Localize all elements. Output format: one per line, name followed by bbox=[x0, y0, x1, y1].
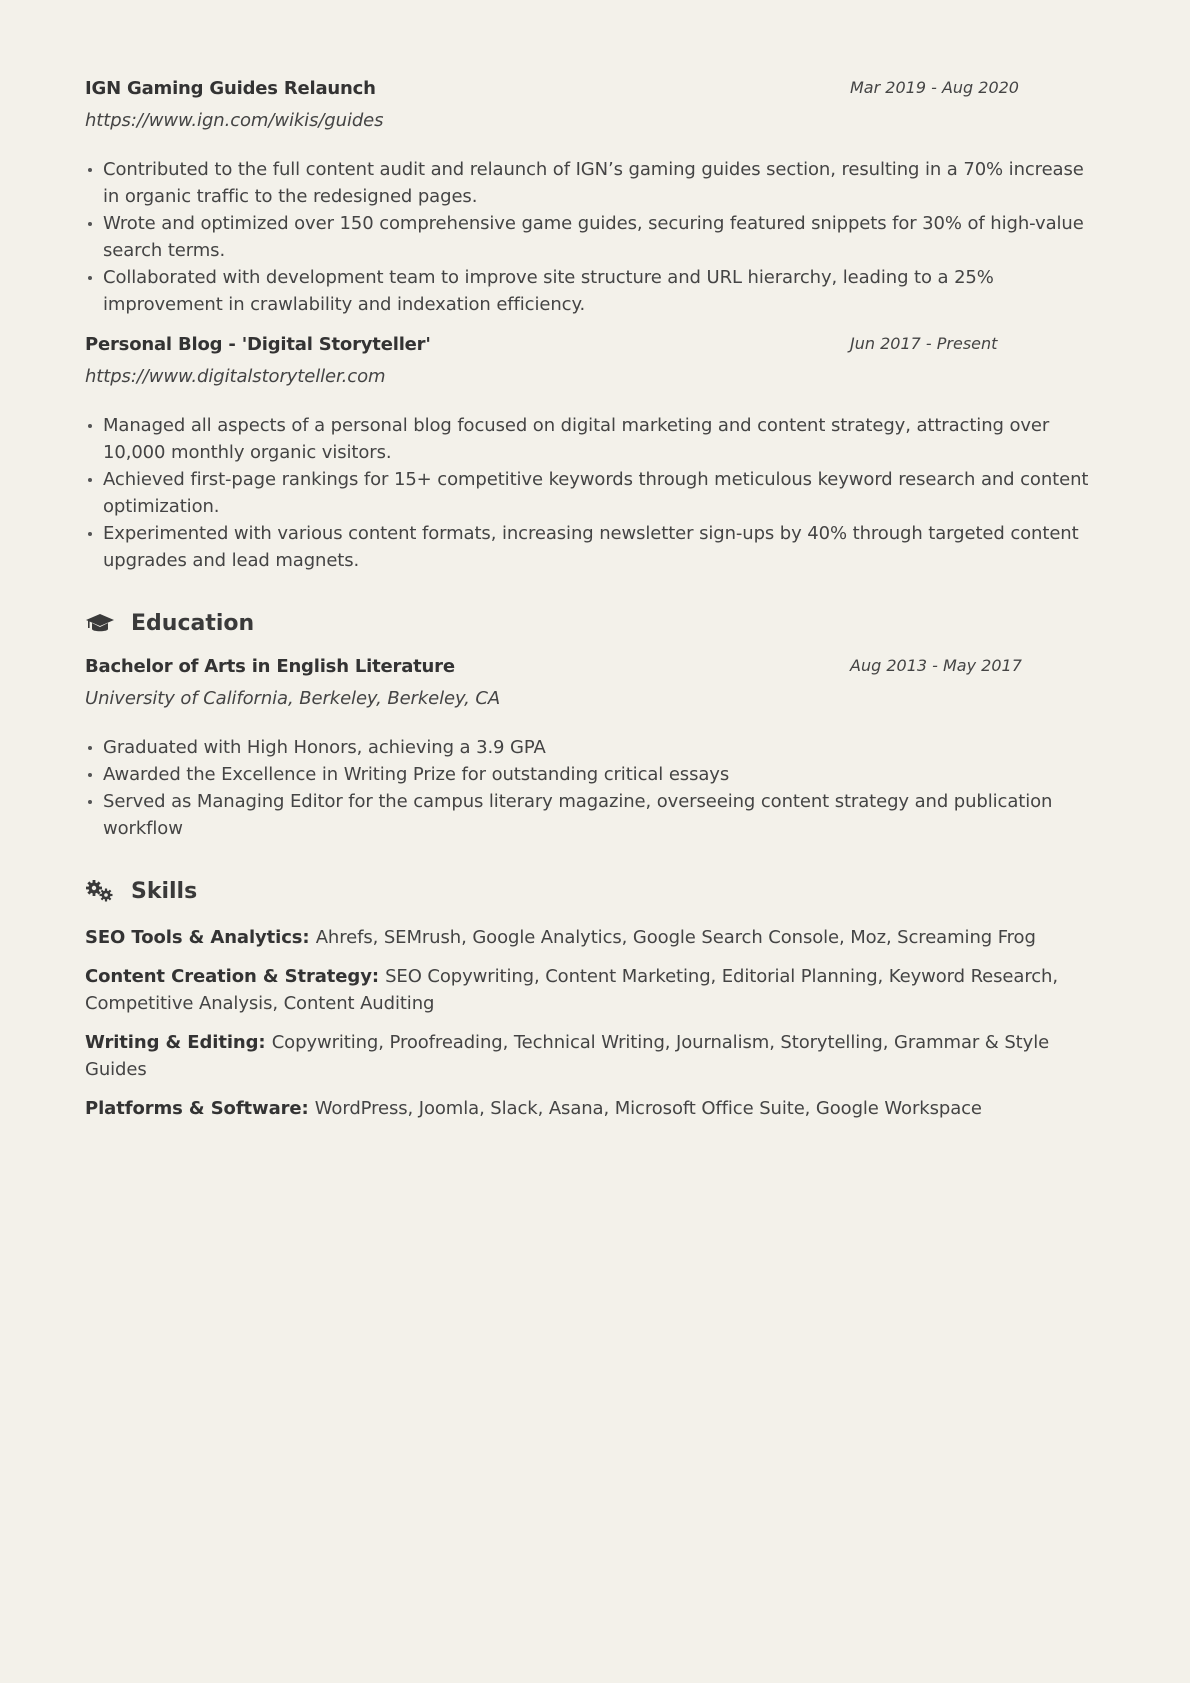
resume-page bbox=[85, 78, 1100, 1134]
bullet-item: Served as Managing Editor for the campus literary magazine, overseeing content strategy and publication workflow bbox=[103, 788, 1100, 842]
bullet-item: Managed all aspects of a personal blog focused on digital marketing and content strategy, attracting over 10,000 monthly organic visitors. bbox=[103, 412, 1100, 466]
entry-title: Personal Blog - 'Digital Storyteller' bbox=[85, 334, 431, 355]
skill-value: SEO Copywriting, Content Marketing, Editorial Planning, Keyword Research, Competitive Analysis, Content Auditing bbox=[85, 966, 1058, 1014]
skill-label: SEO Tools & Analytics: bbox=[85, 927, 316, 948]
entry-date: Mar 2019 - Aug 2020 bbox=[850, 78, 1019, 97]
skills-section-header bbox=[85, 876, 1100, 906]
cogs-icon bbox=[85, 878, 115, 904]
school-name: University of California, Berkeley, Berkeley, CA bbox=[85, 688, 501, 709]
entry-bullets bbox=[85, 734, 1100, 842]
bullet-item: Collaborated with development team to improve site structure and URL hierarchy, leading to a 25% improvement in crawlability and indexation efficiency. bbox=[103, 264, 1100, 318]
skills-list bbox=[85, 924, 1100, 1122]
bullet-item: Achieved first-page rankings for 15+ competitive keywords through meticulous keyword research and content optimization. bbox=[103, 466, 1100, 520]
entry-bullets bbox=[85, 412, 1100, 574]
experience-entry bbox=[85, 78, 1100, 318]
entry-title: IGN Gaming Guides Relaunch bbox=[85, 78, 376, 99]
entry-bullets bbox=[85, 156, 1100, 318]
bullet-item: Wrote and optimized over 150 comprehensive game guides, securing featured snippets for 30% of high-value search terms. bbox=[103, 210, 1100, 264]
entry-link[interactable]: https://www.digitalstoryteller.com bbox=[85, 366, 386, 387]
entry-header bbox=[85, 656, 1100, 686]
entry-date: Aug 2013 - May 2017 bbox=[850, 656, 1022, 675]
skill-value: Ahrefs, SEMrush, Google Analytics, Google Search Console, Moz, Screaming Frog bbox=[315, 927, 1036, 948]
bullet-item: Awarded the Excellence in Writing Prize for outstanding critical essays bbox=[103, 761, 1100, 788]
skill-value: WordPress, Joomla, Slack, Asana, Microsoft Office Suite, Google Workspace bbox=[314, 1098, 982, 1119]
skill-row bbox=[85, 1029, 1100, 1083]
education-entry bbox=[85, 656, 1100, 842]
skill-label: Platforms & Software: bbox=[85, 1098, 315, 1119]
skill-row bbox=[85, 924, 1100, 951]
skill-row bbox=[85, 963, 1100, 1017]
graduation-cap-icon bbox=[85, 610, 115, 636]
section-title: Skills bbox=[131, 878, 198, 904]
bullet-item: Contributed to the full content audit and relaunch of IGN’s gaming guides section, resulting in a 70% increase in organic traffic to the redesigned pages. bbox=[103, 156, 1100, 210]
bullet-item: Graduated with High Honors, achieving a 3.9 GPA bbox=[103, 734, 1100, 761]
education-section-header bbox=[85, 608, 1100, 638]
skill-label: Writing & Editing: bbox=[85, 1032, 272, 1053]
skill-value: Copywriting, Proofreading, Technical Writing, Journalism, Storytelling, Grammar & Style Guides bbox=[85, 1032, 1050, 1080]
experience-entry bbox=[85, 334, 1100, 574]
entry-header bbox=[85, 334, 1100, 364]
skill-row bbox=[85, 1095, 1100, 1122]
entry-header bbox=[85, 78, 1100, 108]
degree-title: Bachelor of Arts in English Literature bbox=[85, 656, 455, 677]
entry-link[interactable]: https://www.ign.com/wikis/guides bbox=[85, 110, 384, 131]
bullet-item: Experimented with various content formats, increasing newsletter sign-ups by 40% through targeted content upgrades and lead magnets. bbox=[103, 520, 1100, 574]
skill-label: Content Creation & Strategy: bbox=[85, 966, 386, 987]
entry-date: Jun 2017 - Present bbox=[850, 334, 998, 353]
section-title: Education bbox=[131, 610, 255, 636]
